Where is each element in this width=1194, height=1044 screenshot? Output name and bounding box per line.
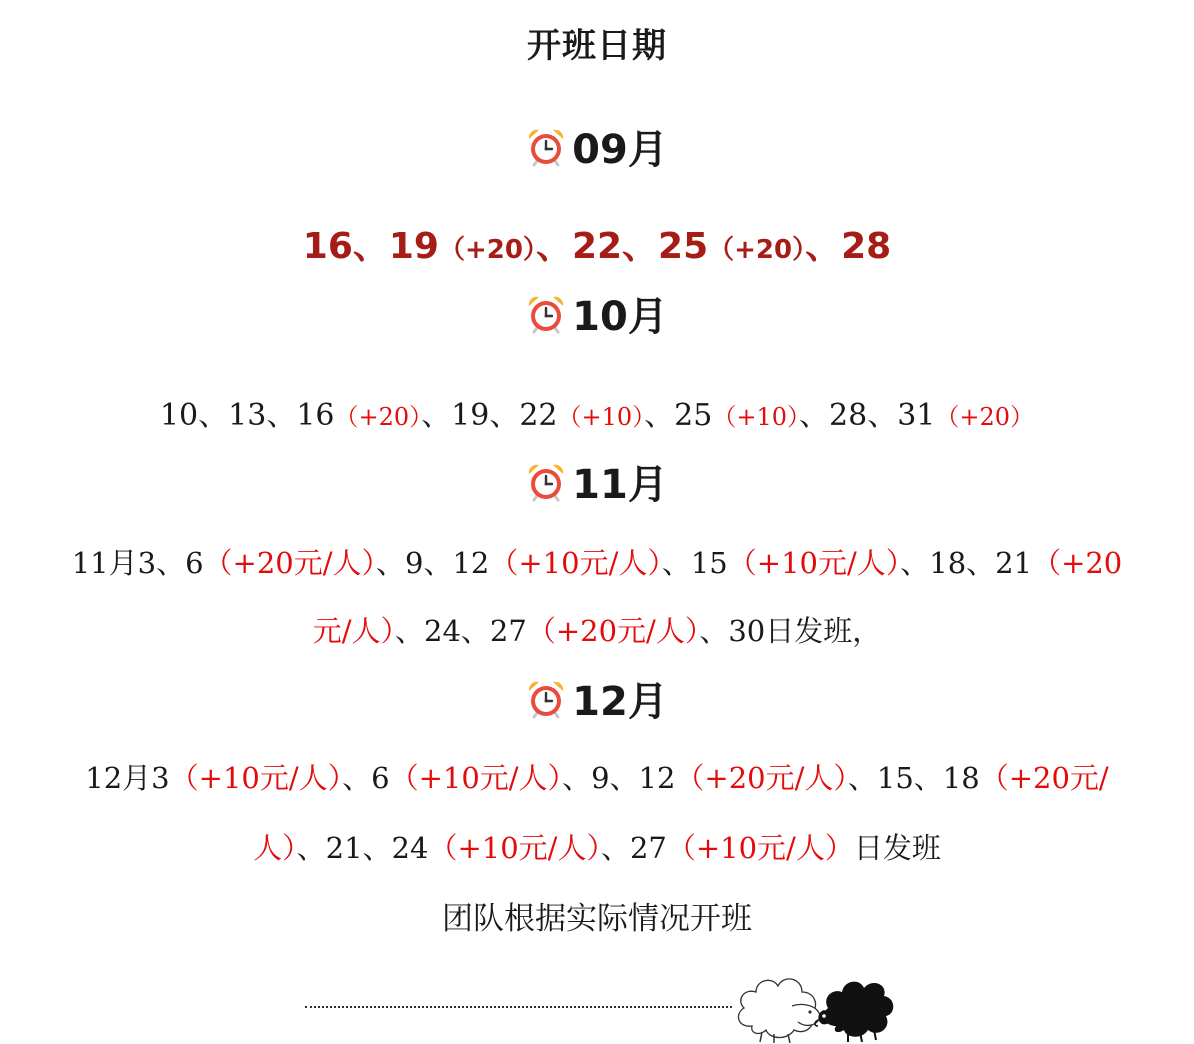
month-label: 12月 <box>572 679 668 725</box>
date-text: 11月3、6 <box>71 546 204 580</box>
surcharge-text: （+20） <box>438 235 536 265</box>
dotted-divider <box>305 1006 732 1008</box>
surcharge-text: （+10元/人） <box>428 831 601 865</box>
date-text: 、19、22 <box>421 398 558 433</box>
surcharge-text: （+10元/人） <box>666 831 854 865</box>
date-text: 日发班 <box>853 831 941 865</box>
alarm-clock-icon <box>526 127 566 167</box>
date-text: 、21、24 <box>296 831 429 865</box>
date-text: 、15、18 <box>847 761 980 795</box>
nov-dates-line-2 <box>0 609 1194 650</box>
month-label: 11月 <box>572 462 668 508</box>
surcharge-text: （+20） <box>334 403 422 431</box>
surcharge-text: （+20元/人） <box>526 614 700 648</box>
date-text: 12月3 <box>85 761 170 795</box>
oct-dates <box>0 390 1194 434</box>
month-heading-dec <box>0 675 1194 725</box>
date-text: 、28、31 <box>799 398 936 433</box>
surcharge-text: （+20元/人） <box>203 546 377 580</box>
alarm-clock-icon <box>526 679 566 719</box>
surcharge-text: （+20） <box>708 235 806 265</box>
page-title: 开班日期 <box>527 26 667 66</box>
date-text: 10、13、16 <box>159 398 335 433</box>
sep-dates <box>0 218 1194 269</box>
footer-note: 团队根据实际情况开班 <box>442 901 752 937</box>
surcharge-text: （+10元/人） <box>169 761 343 795</box>
sheep-illustration <box>732 966 897 1044</box>
date-text: 、6 <box>342 761 390 795</box>
date-text: 、27 <box>600 831 667 865</box>
date-text: 、24、27 <box>395 614 527 648</box>
date-text: 、28 <box>805 226 892 267</box>
nov-dates-line-1 <box>0 541 1194 582</box>
surcharge-text: （+10） <box>557 403 645 431</box>
white-sheep <box>738 979 820 1043</box>
date-text: 、9、12 <box>376 546 490 580</box>
date-text: 、22、25 <box>535 226 709 267</box>
surcharge-text: 人） <box>253 831 297 865</box>
month-heading-sep <box>0 123 1194 173</box>
date-text: 、25 <box>644 398 713 433</box>
surcharge-text: （+10） <box>712 403 800 431</box>
month-label: 10月 <box>572 294 668 340</box>
month-label: 09月 <box>572 127 668 173</box>
surcharge-text: （+20元/人） <box>675 761 848 795</box>
date-text: 、18、21 <box>900 546 1033 580</box>
surcharge-text: （+10元/人） <box>389 761 563 795</box>
dec-dates-line-1 <box>0 756 1194 797</box>
alarm-clock-icon <box>526 294 566 334</box>
date-text: 、15 <box>661 546 728 580</box>
surcharge-text: （+10元/人） <box>489 546 662 580</box>
date-text: 、30日发班， <box>699 614 882 648</box>
surcharge-text: 元/人） <box>312 614 396 648</box>
black-sheep <box>815 982 893 1042</box>
month-heading-nov <box>0 458 1194 508</box>
surcharge-text: （+10元/人） <box>727 546 901 580</box>
dec-dates-line-2 <box>0 826 1194 867</box>
surcharge-text: （+20元/ <box>979 761 1109 795</box>
surcharge-text: （+20） <box>935 403 1035 431</box>
month-heading-oct <box>0 290 1194 340</box>
date-text: 、9、12 <box>562 761 676 795</box>
date-text: 16、19 <box>302 226 439 267</box>
alarm-clock-icon <box>526 462 566 502</box>
surcharge-text: （+20 <box>1032 546 1123 580</box>
